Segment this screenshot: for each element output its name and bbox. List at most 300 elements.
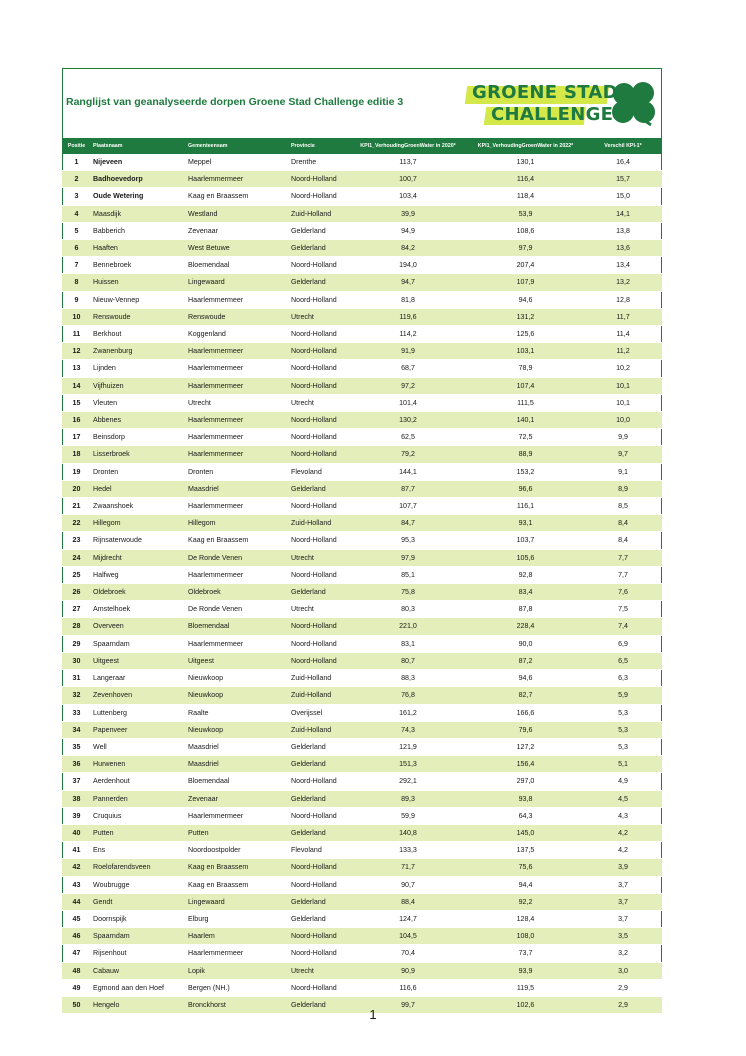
cell-verschil: 10,0 (584, 412, 662, 429)
cell-kpi-2022: 107,4 (467, 377, 584, 394)
cell-plaatsnaam: Vleuten (93, 398, 118, 407)
cell-kpi-2022: 93,8 (467, 790, 584, 807)
cell-kpi-2022: 73,7 (518, 949, 533, 958)
cell-kpi-2020: 91,9 (349, 343, 467, 360)
cell-gemeente: Nieuwkoop (186, 687, 289, 704)
cell-kpi-2020: 100,7 (349, 171, 467, 188)
cell-kpi-2020: 140,8 (349, 824, 467, 841)
cell-provincie: Zuid-Holland (289, 515, 349, 532)
cell-kpi-2020: 103,4 (399, 192, 417, 201)
table-row (62, 377, 662, 394)
cell-provincie: Zuid-Holland (289, 721, 349, 738)
cell-provincie: Noord-Holland (291, 880, 337, 889)
cell-kpi-2022: 93,1 (467, 515, 584, 532)
table-row (62, 222, 662, 239)
cell-kpi-2022: 90,0 (518, 639, 533, 648)
cell-plaatsnaam: Spaarndam (93, 639, 130, 648)
table-row (62, 842, 662, 859)
cell-kpi-2020: 84,2 (349, 240, 467, 257)
cell-plaatsnaam: Vijfhuizen (91, 377, 186, 394)
cell-kpi-2020: 130,2 (349, 412, 467, 429)
cell-kpi-2022: 103,7 (516, 536, 535, 545)
cell-kpi-2020: 84,7 (349, 515, 467, 532)
cell-gemeente: Lopik (186, 962, 289, 979)
cell-kpi-2020: 119,6 (349, 308, 467, 325)
cell-kpi-2020: 71,7 (349, 859, 467, 876)
cell-plaatsnaam: Haaften (91, 240, 186, 257)
cell-provincie: Noord-Holland (291, 330, 337, 339)
cell-positie: 37 (72, 777, 81, 786)
column-header-kpi-2022: KPI1_VerhoudingGroenWater in 2022* (467, 138, 584, 154)
column-header-kpi-2020: KPI1_VerhoudingGroenWater in 2020* (349, 138, 467, 154)
cell-positie: 41 (72, 846, 81, 855)
table-header-row (62, 138, 662, 154)
cell-provincie: Flevoland (291, 846, 322, 855)
cell-provincie: Zuid-Holland (291, 674, 332, 683)
cell-kpi-2022: 108,0 (467, 928, 584, 945)
cell-kpi-2020: 90,9 (349, 962, 467, 979)
table-row (62, 188, 662, 205)
cell-plaatsnaam: Badhoevedorp (91, 171, 186, 188)
logo-line-1: GROENE STAD (472, 82, 618, 103)
column-header-gemeente: Gementeensam (186, 138, 289, 154)
cell-gemeente: Nieuwkoop (188, 674, 224, 683)
cell-positie: 16 (62, 412, 91, 429)
cell-positie: 3 (74, 192, 79, 201)
cell-verschil: 8,4 (618, 536, 628, 545)
cell-provincie: Gelderland (289, 893, 349, 910)
cell-plaatsnaam: Roelofarendsveen (91, 859, 186, 876)
cell-positie: 20 (62, 480, 91, 497)
cell-kpi-2022: 116,4 (467, 171, 584, 188)
table-row (62, 859, 662, 876)
cell-plaatsnaam: Berkhout (93, 330, 122, 339)
cell-kpi-2020: 75,8 (349, 584, 467, 601)
cell-positie: 14 (62, 377, 91, 394)
cell-plaatsnaam: Nijeveen (93, 158, 123, 166)
cell-provincie: Gelderland (291, 914, 326, 923)
cell-gemeente: Raalte (188, 708, 209, 717)
cell-verschil: 8,5 (618, 502, 628, 511)
cell-positie: 50 (62, 996, 91, 1013)
cell-positie: 46 (62, 928, 91, 945)
cell-kpi-2022: 82,7 (467, 687, 584, 704)
table-row (62, 412, 662, 429)
table-row (62, 652, 662, 669)
table-row (62, 979, 662, 996)
cell-plaatsnaam: Mijdrecht (91, 549, 186, 566)
cell-verschil: 4,2 (584, 824, 662, 841)
cell-positie: 12 (62, 343, 91, 360)
cell-positie: 32 (62, 687, 91, 704)
cell-kpi-2020: 59,9 (401, 811, 415, 820)
cell-verschil: 13,8 (616, 226, 630, 235)
cell-kpi-2020: 39,9 (349, 205, 467, 222)
cell-kpi-2020: 144,1 (399, 467, 417, 476)
cell-gemeente: Haarlemmermeer (186, 412, 289, 429)
table-row (62, 618, 662, 635)
table-row (62, 824, 662, 841)
cell-provincie: Noord-Holland (291, 433, 337, 442)
table-row (62, 240, 662, 257)
cell-plaatsnaam: Halfweg (93, 570, 119, 579)
cell-kpi-2022: 94,6 (518, 674, 533, 683)
table-row (62, 721, 662, 738)
cell-provincie: Noord-Holland (289, 171, 349, 188)
cell-provincie: Noord-Holland (291, 639, 337, 648)
cell-verschil: 3,5 (584, 928, 662, 945)
cell-gemeente: Nieuwkoop (186, 721, 289, 738)
cell-kpi-2020: 124,7 (399, 914, 417, 923)
cell-kpi-2020: 194,0 (399, 261, 417, 270)
cell-plaatsnaam: Gendt (91, 893, 186, 910)
cell-kpi-2022: 87,2 (467, 652, 584, 669)
cell-provincie: Utrecht (289, 549, 349, 566)
cell-kpi-2022: 297,0 (516, 777, 535, 786)
cell-kpi-2022: 128,4 (516, 914, 535, 923)
cell-kpi-2020: 95,3 (401, 536, 415, 545)
cell-plaatsnaam: Hurwenen (91, 756, 186, 773)
cell-provincie: Gelderland (289, 824, 349, 841)
cell-provincie: Noord-Holland (289, 343, 349, 360)
cell-gemeente: De Ronde Venen (186, 549, 289, 566)
table-body (62, 154, 662, 1014)
cell-gemeente: Haarlemmermeer (186, 377, 289, 394)
cell-verschil: 13,2 (584, 274, 662, 291)
cell-gemeente: Kaag en Braassem (188, 192, 249, 201)
cell-gemeente: Koggenland (188, 330, 226, 339)
cell-positie: 18 (62, 446, 91, 463)
table-row (62, 910, 662, 927)
column-header-provincie: Provincie (289, 138, 349, 154)
table-row (62, 670, 662, 687)
cell-kpi-2020: 76,8 (349, 687, 467, 704)
cell-kpi-2020: 62,5 (401, 433, 415, 442)
table-row (62, 463, 662, 480)
cell-kpi-2022: 140,1 (467, 412, 584, 429)
cell-plaatsnaam: Oude Wetering (93, 192, 144, 201)
cell-positie: 27 (72, 605, 81, 614)
table-row (62, 738, 662, 755)
cell-provincie: Gelderland (289, 756, 349, 773)
cell-gemeente: Kaag en Braassem (188, 536, 249, 545)
cell-positie: 15 (72, 398, 81, 407)
cell-plaatsnaam: Spaarndam (91, 928, 186, 945)
cell-kpi-2022: 156,4 (467, 756, 584, 773)
cell-gemeente: West Betuwe (186, 240, 289, 257)
cell-verschil: 11,2 (584, 343, 662, 360)
cell-gemeente: Kaag en Braassem (188, 880, 249, 889)
cell-plaatsnaam: Uitgeest (91, 652, 186, 669)
cell-kpi-2022: 145,0 (467, 824, 584, 841)
column-header-verschil: Verschil KPI-1* (584, 138, 662, 154)
ranking-table (62, 138, 662, 1014)
cell-verschil: 6,9 (618, 639, 628, 648)
cell-verschil: 9,9 (618, 433, 628, 442)
cell-provincie: Noord-Holland (289, 618, 349, 635)
cell-verschil: 5,1 (584, 756, 662, 773)
cell-kpi-2020: 101,4 (399, 398, 417, 407)
cell-kpi-2020: 81,8 (401, 295, 415, 304)
cell-kpi-2020: 97,2 (349, 377, 467, 394)
cell-provincie: Noord-Holland (291, 192, 337, 201)
table-row (62, 498, 662, 515)
cell-positie: 23 (72, 536, 81, 545)
cell-verschil: 2,9 (584, 996, 662, 1013)
cell-positie: 21 (72, 502, 81, 511)
cell-verschil: 3,2 (618, 949, 628, 958)
cell-gemeente: Haarlemmermeer (186, 446, 289, 463)
cell-plaatsnaam: Lisserbroek (91, 446, 186, 463)
table-row (62, 154, 662, 171)
table-row (62, 687, 662, 704)
cell-gemeente: Westland (186, 205, 289, 222)
cell-gemeente: Haarlemmermeer (188, 502, 244, 511)
cell-kpi-2020: 113,7 (399, 158, 417, 166)
cell-verschil: 9,1 (618, 467, 628, 476)
cell-gemeente: Haarlemmermeer (188, 949, 244, 958)
table-row (62, 532, 662, 549)
cell-provincie: Noord-Holland (291, 364, 337, 373)
cell-kpi-2022: 228,4 (467, 618, 584, 635)
cell-gemeente: Lingewaard (186, 893, 289, 910)
cell-positie: 22 (62, 515, 91, 532)
cell-provincie: Noord-Holland (289, 412, 349, 429)
cell-kpi-2022: 107,9 (467, 274, 584, 291)
cell-plaatsnaam: Maasdijk (91, 205, 186, 222)
cell-provincie: Noord-Holland (291, 570, 337, 579)
cell-kpi-2022: 88,9 (467, 446, 584, 463)
cell-verschil: 13,4 (616, 261, 630, 270)
cell-gemeente: Bloemendaal (188, 261, 230, 270)
cell-kpi-2020: 83,1 (401, 639, 415, 648)
cell-provincie: Gelderland (289, 240, 349, 257)
cell-plaatsnaam: Papenveer (91, 721, 186, 738)
cell-provincie: Utrecht (291, 605, 314, 614)
cell-verschil: 4,9 (618, 777, 628, 786)
cell-positie: 31 (72, 674, 81, 683)
table-row (62, 584, 662, 601)
cell-provincie: Noord-Holland (291, 295, 337, 304)
cell-provincie: Gelderland (289, 996, 349, 1013)
cell-kpi-2020: 79,2 (349, 446, 467, 463)
cell-gemeente: Haarlemmermeer (188, 364, 244, 373)
cell-kpi-2022: 94,6 (518, 295, 533, 304)
table-row (62, 360, 662, 377)
cell-gemeente: Maasdriel (188, 742, 219, 751)
cell-kpi-2020: 107,7 (399, 502, 417, 511)
cell-kpi-2022: 92,2 (467, 893, 584, 910)
cell-plaatsnaam: Beinsdorp (93, 433, 125, 442)
cell-gemeente: Zevenaar (186, 790, 289, 807)
cell-plaatsnaam: Babberich (93, 226, 125, 235)
table-row (62, 171, 662, 188)
cell-plaatsnaam: Aerdenhout (93, 777, 130, 786)
cell-positie: 43 (72, 880, 81, 889)
cell-positie: 25 (72, 570, 81, 579)
cell-positie: 44 (62, 893, 91, 910)
cell-kpi-2022: 119,5 (516, 983, 535, 992)
cell-gemeente: Bloemendaal (186, 618, 289, 635)
cell-gemeente: Putten (186, 824, 289, 841)
cell-positie: 4 (62, 205, 91, 222)
cell-kpi-2022: 83,4 (467, 584, 584, 601)
cell-kpi-2022: 92,8 (518, 570, 533, 579)
cell-gemeente: Haarlemmermeer (188, 433, 244, 442)
cell-positie: 33 (72, 708, 81, 717)
cell-verschil: 6,5 (584, 652, 662, 669)
cell-verschil: 6,3 (618, 674, 628, 683)
cell-verschil: 14,1 (584, 205, 662, 222)
cell-kpi-2020: 221,0 (349, 618, 467, 635)
cell-plaatsnaam: Doornspijk (93, 914, 127, 923)
cell-kpi-2022: 72,5 (518, 433, 533, 442)
cell-provincie: Noord-Holland (291, 949, 337, 958)
cell-gemeente: Lingewaard (186, 274, 289, 291)
table-row (62, 566, 662, 583)
cell-provincie: Utrecht (289, 962, 349, 979)
cell-gemeente: Utrecht (188, 398, 211, 407)
cell-gemeente: Haarlemmermeer (188, 639, 244, 648)
cell-positie: 38 (62, 790, 91, 807)
cell-verschil: 4,3 (618, 811, 628, 820)
cell-plaatsnaam: Woubrugge (93, 880, 130, 889)
cell-positie: 11 (72, 330, 81, 339)
table-row (62, 343, 662, 360)
cell-positie: 7 (74, 261, 79, 270)
cell-provincie: Gelderland (289, 274, 349, 291)
cell-kpi-2020: 87,7 (349, 480, 467, 497)
table-row (62, 635, 662, 652)
cell-gemeente: Bergen (NH.) (188, 983, 230, 992)
cell-positie: 10 (62, 308, 91, 325)
cell-kpi-2020: 97,9 (349, 549, 467, 566)
cell-gemeente: Elburg (188, 914, 209, 923)
cell-kpi-2022: 93,9 (467, 962, 584, 979)
cell-kpi-2022: 116,1 (516, 502, 535, 511)
cell-gemeente: Haarlemmermeer (186, 343, 289, 360)
cell-gemeente: Haarlemmermeer (186, 171, 289, 188)
cell-positie: 35 (72, 742, 81, 751)
cell-positie: 42 (62, 859, 91, 876)
cell-verschil: 15,0 (616, 192, 630, 201)
cell-provincie: Noord-Holland (289, 928, 349, 945)
cell-plaatsnaam: Abbenes (91, 412, 186, 429)
cell-gemeente: Renswoude (186, 308, 289, 325)
cell-kpi-2022: 131,2 (467, 308, 584, 325)
table-row (62, 962, 662, 979)
cell-verschil: 2,9 (618, 983, 628, 992)
cell-kpi-2022: 130,1 (516, 158, 535, 166)
cell-gemeente: Maasdriel (186, 480, 289, 497)
cell-provincie: Gelderland (289, 480, 349, 497)
cell-plaatsnaam: Lijnden (93, 364, 116, 373)
cell-kpi-2020: 114,2 (399, 330, 417, 339)
cell-kpi-2022: 79,6 (467, 721, 584, 738)
table-row (62, 308, 662, 325)
cell-plaatsnaam: Egmond aan den Hoef (93, 983, 164, 992)
cell-plaatsnaam: Hedel (91, 480, 186, 497)
cell-positie: 1 (74, 158, 79, 166)
cell-kpi-2020: 99,7 (349, 996, 467, 1013)
cell-gemeente: Uitgeest (186, 652, 289, 669)
cell-kpi-2022: 207,4 (516, 261, 535, 270)
cell-positie: 48 (62, 962, 91, 979)
cell-provincie: Noord-Holland (289, 652, 349, 669)
cell-provincie: Noord-Holland (291, 502, 337, 511)
cell-provincie: Noord-Holland (289, 446, 349, 463)
table-row (62, 928, 662, 945)
cell-kpi-2020: 94,7 (349, 274, 467, 291)
cell-provincie: Noord-Holland (291, 811, 337, 820)
cell-gemeente: Meppel (188, 158, 212, 166)
cell-kpi-2020: 88,3 (401, 674, 415, 683)
cell-verschil: 10,1 (616, 398, 630, 407)
cell-gemeente: Dronten (188, 467, 214, 476)
cell-kpi-2022: 96,6 (467, 480, 584, 497)
table-row (62, 790, 662, 807)
cell-kpi-2022: 118,4 (516, 192, 535, 201)
cell-verschil: 3,0 (584, 962, 662, 979)
cell-verschil: 13,6 (584, 240, 662, 257)
cell-kpi-2020: 80,7 (349, 652, 467, 669)
cell-positie: 2 (62, 171, 91, 188)
cell-plaatsnaam: Hengelo (91, 996, 186, 1013)
cell-plaatsnaam: Zwaanshoek (93, 502, 134, 511)
cell-verschil: 4,5 (584, 790, 662, 807)
cell-verschil: 7,4 (584, 618, 662, 635)
cell-gemeente: Maasdriel (186, 756, 289, 773)
cell-plaatsnaam: Zwanenburg (91, 343, 186, 360)
cell-verschil: 3,7 (584, 893, 662, 910)
table-row (62, 429, 662, 446)
cell-positie: 28 (62, 618, 91, 635)
cell-kpi-2020: 88,4 (349, 893, 467, 910)
cell-kpi-2022: 137,5 (516, 846, 535, 855)
cell-kpi-2020: 89,3 (349, 790, 467, 807)
cell-plaatsnaam: Zevenhoven (91, 687, 186, 704)
cell-kpi-2020: 94,9 (401, 226, 415, 235)
cell-kpi-2022: 94,4 (518, 880, 533, 889)
cell-kpi-2022: 78,9 (518, 364, 533, 373)
cell-plaatsnaam: Bennebroek (93, 261, 132, 270)
cell-positie: 36 (62, 756, 91, 773)
logo-line-2: CHALLENGE (491, 104, 614, 125)
cell-kpi-2022: 53,9 (467, 205, 584, 222)
cell-plaatsnaam: Nieuw-Vennep (93, 295, 140, 304)
cell-verschil: 3,9 (584, 859, 662, 876)
cell-gemeente: Oldebroek (186, 584, 289, 601)
cell-kpi-2022: 64,3 (518, 811, 533, 820)
table-row (62, 274, 662, 291)
cell-plaatsnaam: Rijsenhout (93, 949, 127, 958)
cell-kpi-2022: 111,5 (517, 398, 534, 407)
cell-verschil: 7,7 (584, 549, 662, 566)
cell-verschil: 11,4 (616, 330, 630, 339)
cell-kpi-2022: 127,2 (516, 742, 535, 751)
table-row (62, 876, 662, 893)
cell-kpi-2022: 105,6 (467, 549, 584, 566)
cell-kpi-2022: 166,6 (516, 708, 535, 717)
cell-provincie: Drenthe (291, 158, 317, 166)
cell-kpi-2022: 108,6 (516, 226, 535, 235)
cell-gemeente: Haarlemmermeer (188, 295, 244, 304)
cell-provincie: Noord-Holland (291, 261, 337, 270)
cell-positie: 13 (72, 364, 81, 373)
cell-positie: 49 (72, 983, 81, 992)
cell-gemeente: Haarlem (186, 928, 289, 945)
cell-kpi-2020: 292,1 (399, 777, 417, 786)
